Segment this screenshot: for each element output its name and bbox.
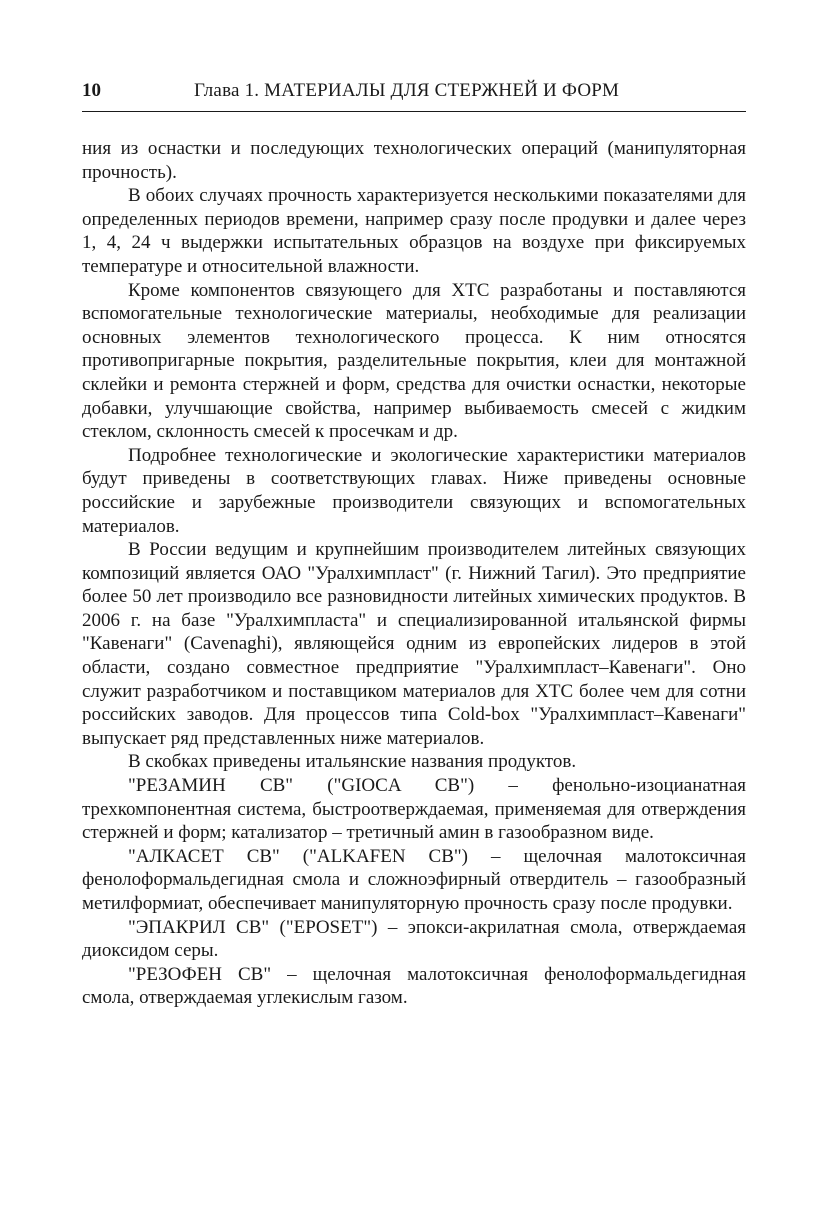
paragraph-continuation: ния из оснастки и последующих технологических операций (манипуляторная прочность).: [82, 138, 746, 183]
body-text: [82, 137, 746, 1010]
paragraph: "РЕЗАМИН СВ" ("GIOCA CB") – фенольно-изоцианатная трехкомпонентная система, быстроотверждаемая, применяемая для отверждения стержней и форм; катализатор – третичный амин в газообразном виде.: [82, 775, 746, 844]
paragraph: В скобках приведены итальянские названия продуктов.: [128, 751, 577, 773]
header-rule: [82, 111, 746, 112]
paragraph: В обоих случаях прочность характеризуется несколькими показателями для определенных периодов времени, например сразу после продувки и далее через 1, 4, 24 ч выдержки испытательных образцов на воздухе при фиксируемых температуре и относительной влажности.: [82, 185, 746, 277]
running-head: [82, 80, 746, 108]
page-number: 10: [82, 80, 101, 101]
paragraph: "РЕЗОФЕН СВ" – щелочная малотоксичная фенолоформальдегидная смола, отверждаемая углекислым газом.: [82, 963, 746, 1009]
paragraph: "ЭПАКРИЛ СВ" ("EPOSET") – эпокси-акрилатная смола, отверждаемая диоксидом серы.: [82, 916, 746, 962]
chapter-title: Глава 1. МАТЕРИАЛЫ ДЛЯ СТЕРЖНЕЙ И ФОРМ: [194, 80, 620, 101]
paragraph: В России ведущим и крупнейшим производителем литейных связующих композиций является ОАО "Уралхимпласт" (г. Нижний Тагил). Это предприятие более 50 лет производило все разновидности литейных химических продуктов. В 2006 г. на базе "Уралхимпласта" и специализированной итальянской фирмы "Кавенаги" (Cavenaghi), являющейся одним из европейских лидеров в этой области, создано совместное предприятие "Уралхимпласт–Кавенаги". Оно служит разработчиком и поставщиком материалов для ХТС более чем для сотни российских заводов. Для процессов типа Cold-box "Уралхимпласт–Кавенаги" выпускает ряд представленных ниже материалов.: [82, 539, 746, 749]
paragraph: Подробнее технологические и экологические характеристики материалов будут приведены в соответствующих главах. Ниже приведены основные российские и зарубежные производители связующих и вспомогательных материалов.: [82, 444, 746, 537]
paragraph: Кроме компонентов связующего для ХТС разработаны и поставляются вспомогательные технологические материалы, необходимые для реализации основных элементов технологического процесса. К ним относятся противопригарные покрытия, разделительные покрытия, клеи для монтажной склейки и ремонта стержней и форм, средства для очистки оснастки, некоторые добавки, улучшающие свойства, например выбиваемость смесей с жидким стеклом, склонность смесей к просечкам и др.: [82, 279, 746, 443]
paragraph: "АЛКАСЕТ СВ" ("ALKAFEN CB") – щелочная малотоксичная фенолоформальдегидная смола и сложноэфирный отвердитель – газообразный метилформиат, обеспечивает манипуляторную прочность сразу после продувки.: [82, 845, 746, 914]
